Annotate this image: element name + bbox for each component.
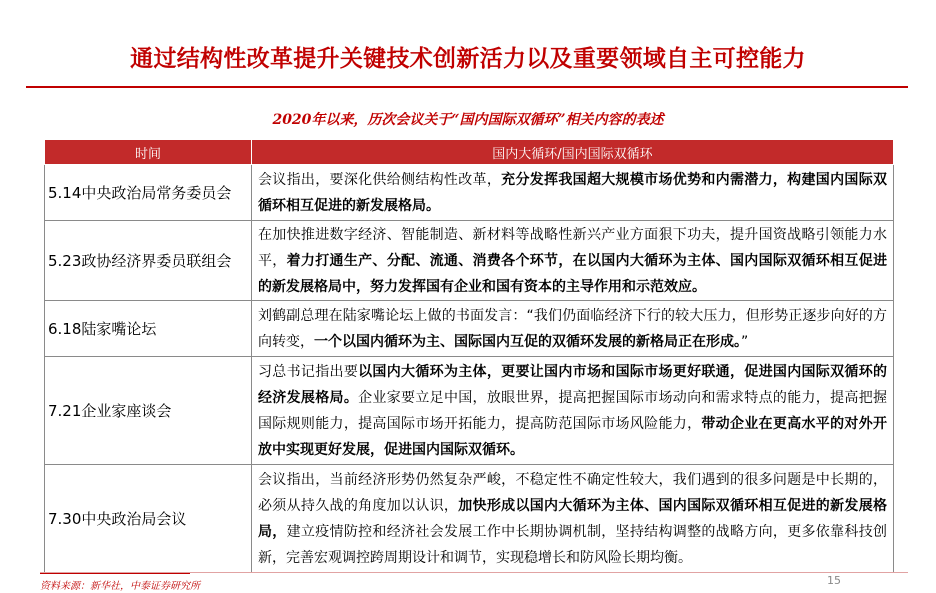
- page-number: 15: [827, 574, 841, 587]
- row-content: [252, 357, 894, 465]
- row-content: [252, 221, 894, 301]
- content-segment-bold: 一个以国内循环为主、国际国内互促的双循环发展的新格局正在形成。: [314, 333, 741, 350]
- content-segment: 刘鹤副总理在陆家嘴论坛上做的书面发言：“我们仍面临经济下行的较大压力，但形势正逐步向好的方向转变，: [258, 307, 887, 350]
- table-row: [45, 465, 894, 573]
- source-note: 资料来源：新华社，中泰证券研究所: [40, 581, 200, 592]
- row-content: [252, 301, 894, 357]
- content-segment-bold: 以国内大循环为主体，更要让国内市场和国际市场更好联通，促进国内国际双循环的经济发展格局。: [258, 363, 888, 406]
- content-segment-bold: 带动企业在更高水平的对外开放中实现更好发展，促进国内国际双循环。: [258, 415, 888, 458]
- content-segment-bold: 着力打通生产、分配、流通、消费各个环节，在以国内大循环为主体、国内国际双循环相互促进的新发展格局中，努力发挥国有企业和国有资本的主导作用和示范效应。: [258, 252, 888, 295]
- row-time: 5.14中央政治局常务委员会: [45, 165, 252, 221]
- slide-title: 通过结构性改革提升关键技术创新活力以及重要领域自主可控能力: [130, 46, 806, 72]
- table-row: [45, 221, 894, 301]
- source-underline: [40, 573, 190, 574]
- content-segment: 企业家要立足中国，放眼世界，提高把握国际市场动向和需求特点的能力，提高把握国际规则能力，提高国际市场开拓能力，提高防范国际市场风险能力，: [258, 389, 888, 432]
- table-header-row: [45, 140, 894, 165]
- content-segment: 习总书记指出要: [258, 363, 359, 380]
- content-segment-bold: 充分发挥我国超大规模市场优势和内需潜力，构建国内国际双循环相互促进的新发展格局。: [258, 171, 887, 214]
- title-divider: [26, 86, 908, 88]
- content-segment: ”: [741, 333, 749, 350]
- header-time: 时间: [45, 140, 252, 165]
- row-time: 7.21企业家座谈会: [45, 357, 252, 465]
- row-content: [252, 165, 894, 221]
- content-segment-bold: 加快形成以国内大循环为主体、国内国际双循环相互促进的新发展格局，: [258, 497, 888, 540]
- row-time: 5.23政协经济界委员联组会: [45, 221, 252, 301]
- content-segment: 建立疫情防控和经济社会发展工作中长期协调机制，坚持结构调整的战略方向，更多依靠科技创新，完善宏观调控跨周期设计和调节，实现稳增长和防风险长期均衡。: [258, 523, 888, 566]
- header-content: 国内大循环/国内国际双循环: [252, 140, 894, 165]
- table-row: [45, 165, 894, 221]
- row-time: 6.18陆家嘴论坛: [45, 301, 252, 357]
- table-caption: 2020年以来，历次会议关于“国内国际双循环”相关内容的表述: [272, 112, 664, 128]
- content-segment: 在加快推进数字经济、智能制造、新材料等战略性新兴产业方面狠下功夫，提升国资战略引领能力水平，: [258, 226, 887, 269]
- content-segment: 会议指出，要深化供给侧结构性改革，: [258, 171, 502, 188]
- row-content: [252, 465, 894, 573]
- table-row: [45, 357, 894, 465]
- content-segment: 会议指出，当前经济形势仍然复杂严峻，不稳定性不确定性较大，我们遇到的很多问题是中长期的，必须从持久战的角度加以认识，: [258, 471, 887, 514]
- table-row: [45, 301, 894, 357]
- row-time: 7.30中央政治局会议: [45, 465, 252, 573]
- meeting-statements-table: [44, 139, 894, 573]
